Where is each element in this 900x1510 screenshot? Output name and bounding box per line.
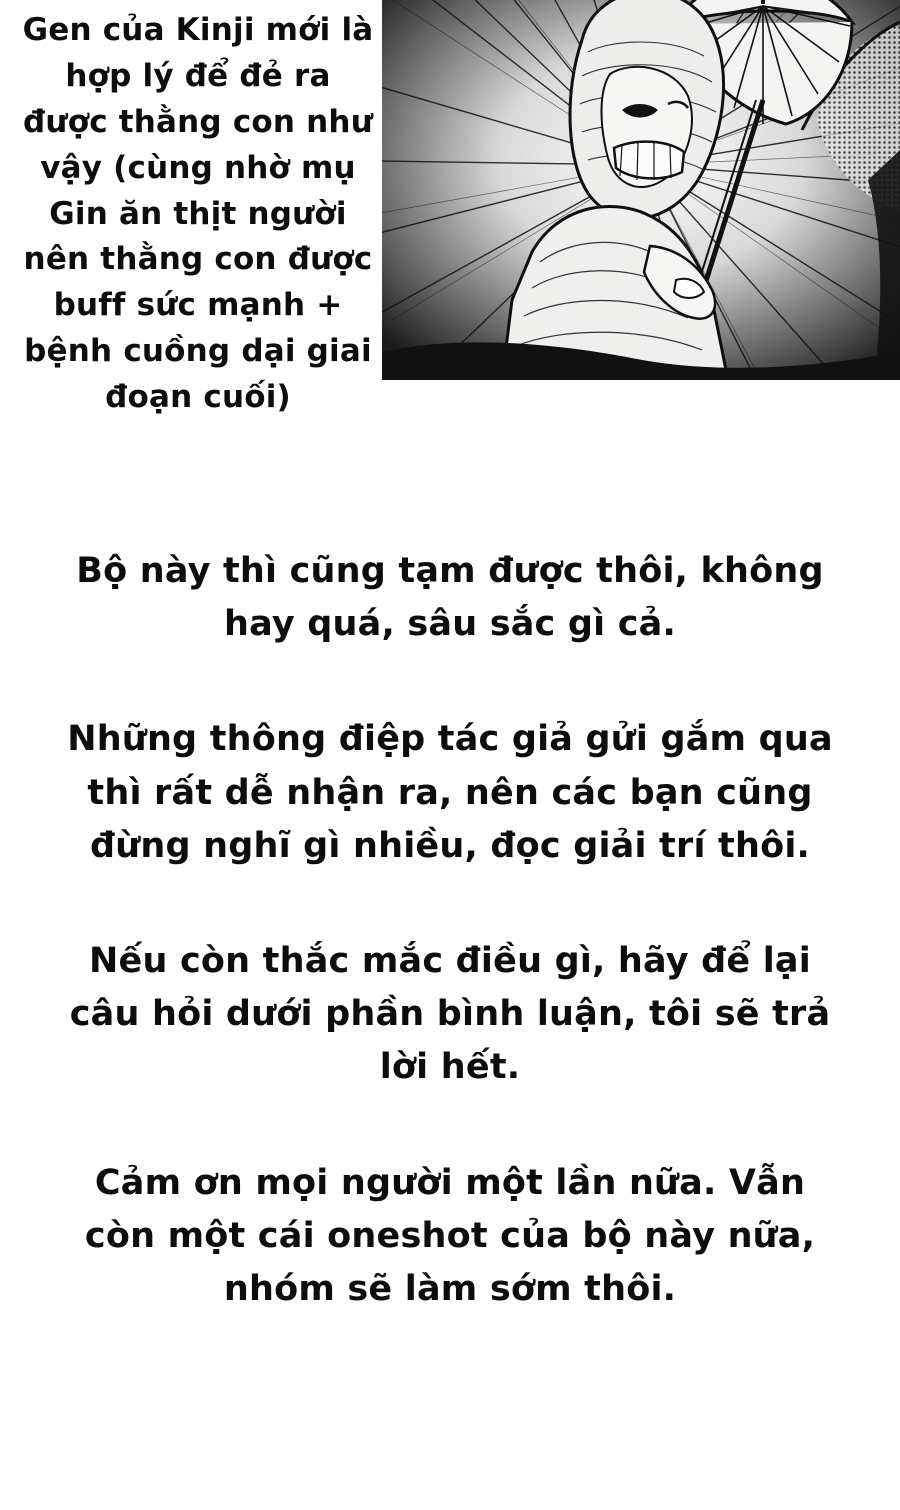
paragraph-4: Cảm ơn mọi người một lần nữa. Vẫn còn một cái oneshot của bộ này nữa, nhóm sẽ làm sớm thôi. [84, 1162, 816, 1309]
manga-panel-image [382, 0, 900, 380]
paragraph-1: Bộ này thì cũng tạm được thôi, không hay quá, sâu sắc gì cả. [76, 551, 824, 645]
body-column [55, 545, 845, 1316]
paragraph-2: Những thông điệp tác giả gửi gắm qua thì rất dễ nhận ra, nên các bạn cũng đừng nghĩ gì nhiều, đọc giải trí thôi. [67, 719, 833, 866]
caption-text: Gen của Kinji mới là hợp lý để đẻ ra được thằng con như vậy (cùng nhờ mụ Gin ăn thịt người nên thằng con được buff sức mạnh + bệnh cuồng dại giai đoạn cuối) [22, 12, 374, 415]
paragraph-3: Nếu còn thắc mắc điều gì, hãy để lại câu hỏi dưới phần bình luận, tôi sẽ trả lời hết. [69, 940, 831, 1088]
caption-column [18, 8, 378, 421]
top-block [0, 0, 900, 470]
